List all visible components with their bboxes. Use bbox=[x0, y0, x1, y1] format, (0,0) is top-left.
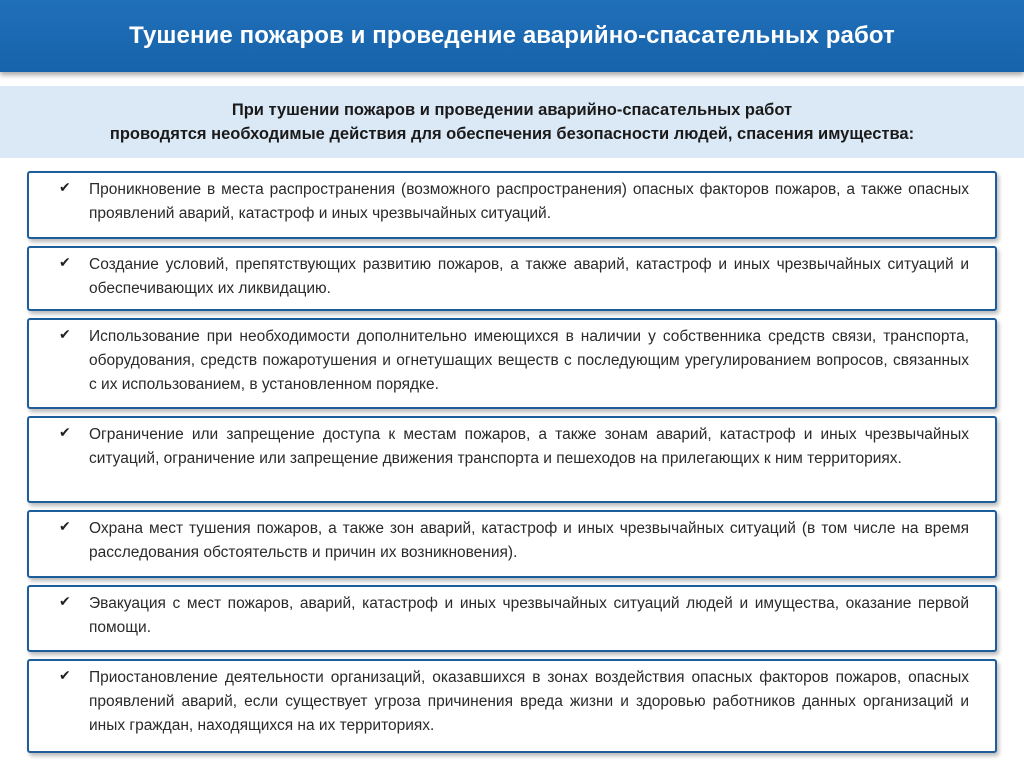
list-item-7 bbox=[27, 659, 997, 753]
list-item-5 bbox=[27, 510, 997, 578]
page-title: Тушение пожаров и проведение аварийно-спасательных работ bbox=[129, 22, 895, 49]
intro-line-1: При тушении пожаров и проведении аварийно-спасательных работ bbox=[231, 101, 793, 119]
checkmark-icon: ✔ bbox=[59, 518, 71, 534]
checkmark-icon: ✔ bbox=[59, 593, 71, 609]
list-item-text: Создание условий, препятствующих развитию пожаров, а также аварий, катастроф и иных чрезвычайных ситуаций и обеспечивающих их ликвидацию. bbox=[89, 256, 969, 297]
list-item-text: Ограничение или запрещение доступа к местам пожаров, а также зонам аварий, катастроф и иных чрезвычайных ситуаций, ограничение или запрещение движения транспорта и пешеходов на прилегающих к ним территориях. bbox=[89, 426, 969, 467]
checkmark-icon: ✔ bbox=[59, 667, 71, 683]
intro-box bbox=[0, 86, 1024, 158]
list-item-text: Приостановление деятельности организаций, оказавшихся в зонах воздействия опасных факторов пожаров, опасных проявлений аварий, если существует угроза причинения вреда жизни и здоровью работников данных организаций и иных граждан, находящихся на их территориях. bbox=[89, 669, 969, 734]
list-item-text: Охрана мест тушения пожаров, а также зон аварий, катастроф и иных чрезвычайных ситуаций (в том числе на время расследования обстоятельств и причин их возникновения). bbox=[89, 520, 969, 561]
checkmark-icon: ✔ bbox=[59, 424, 71, 440]
list-item-6 bbox=[27, 585, 997, 652]
list-item-text: Эвакуация с мест пожаров, аварий, катастроф и иных чрезвычайных ситуаций людей и имущества, оказание первой помощи. bbox=[89, 595, 969, 636]
list-item-1 bbox=[27, 171, 997, 239]
checkmark-icon: ✔ bbox=[59, 179, 71, 195]
title-bar bbox=[0, 0, 1024, 72]
list-item-text: Проникновение в места распространения (возможного распространения) опасных факторов пожаров, а также опасных проявлений аварий, катастроф и иных чрезвычайных ситуаций. bbox=[89, 181, 969, 222]
list-item-4 bbox=[27, 416, 997, 503]
checkmark-icon: ✔ bbox=[59, 326, 71, 342]
list-item-text: Использование при необходимости дополнительно имеющихся в наличии у собственника средств связи, транспорта, оборудования, средств пожаротушения и огнетушащих веществ с последующим урегулированием вопросов, связанных с их использованием, в установленном порядке. bbox=[89, 328, 969, 393]
list-item-2 bbox=[27, 246, 997, 311]
list-item-3 bbox=[27, 318, 997, 409]
intro-line-2: проводятся необходимые действия для обеспечения безопасности людей, спасения имущества: bbox=[109, 125, 915, 143]
checkmark-icon: ✔ bbox=[59, 254, 71, 270]
